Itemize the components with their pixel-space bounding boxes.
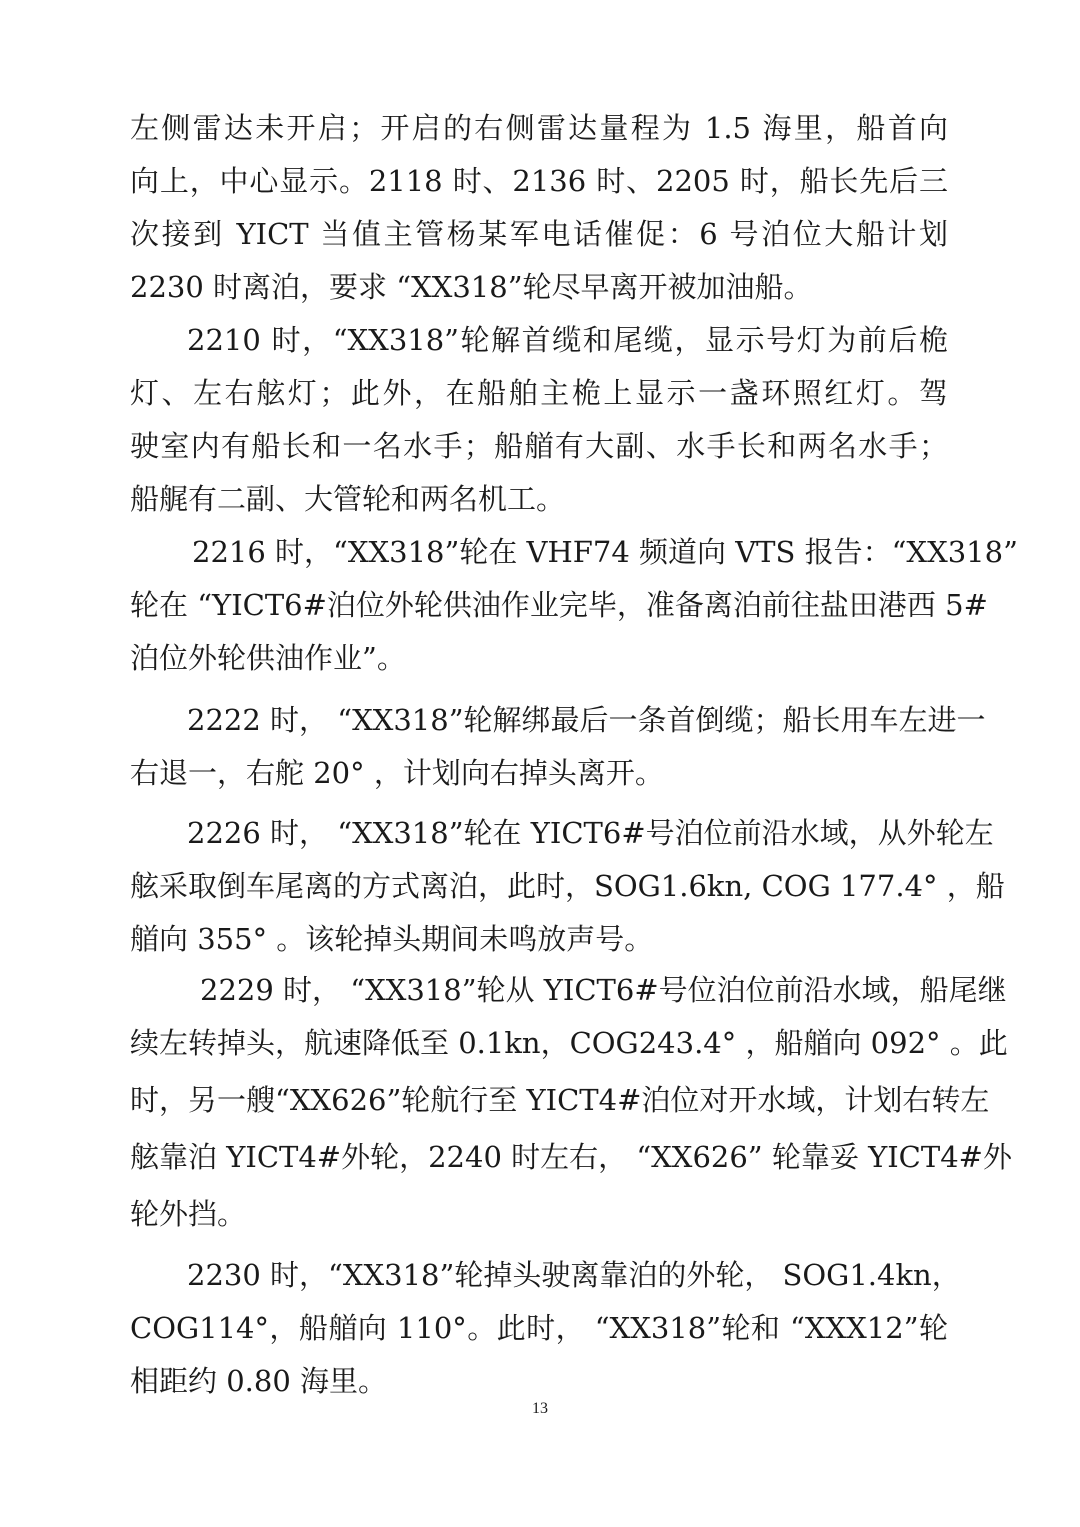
text-line: 灯、左右舷灯；此外，在船舶主桅上显示一盏环照红灯。驾 <box>130 376 948 410</box>
text-line: 驶室内有船长和一名水手；船艏有大副、水手长和两名水手； <box>130 429 948 463</box>
text-line: 右退一，右舵 20° ，计划向右掉头离开。 <box>130 756 664 790</box>
text-line: 舷靠泊 YICT4#外轮，2240 时左右， “XX626” 轮靠妥 YICT4#外 <box>130 1140 1012 1174</box>
text-line: 左侧雷达未开启；开启的右侧雷达量程为 1.5 海里，船首向 <box>130 111 948 145</box>
text-line: 2226 时， “XX318”轮在 YICT6#号泊位前沿水域，从外轮左 <box>187 816 994 850</box>
text-line: 时，另一艘“XX626”轮航行至 YICT4#泊位对开水域，计划右转左 <box>130 1083 990 1117</box>
text-line: 泊位外轮供油作业”。 <box>130 641 406 675</box>
text-line: 轮在 “YICT6#泊位外轮供油作业完毕，准备离泊前往盐田港西 5# <box>130 588 988 622</box>
text-line: 2229 时， “XX318”轮从 YICT6#号位泊位前沿水域，船尾继 <box>200 973 1007 1007</box>
text-line: 次接到 YICT 当值主管杨某军电话催促：6 号泊位大船计划 <box>130 217 948 251</box>
text-line: 2216 时，“XX318”轮在 VHF74 频道向 VTS 报告：“XX318” <box>192 535 1018 569</box>
text-line: 续左转掉头，航速降低至 0.1kn，COG243.4° ，船艏向 092° 。此 <box>130 1026 1008 1060</box>
text-line: COG114°，船艏向 110°。此时， “XX318”轮和 “XXX12”轮 <box>130 1311 948 1345</box>
text-line: 2210 时，“XX318”轮解首缆和尾缆，显示号灯为前后桅 <box>187 323 948 357</box>
text-line: 2230 时，“XX318”轮掉头驶离靠泊的外轮， SOG1.4kn， <box>187 1258 961 1292</box>
page-number: 13 <box>532 1400 548 1417</box>
text-line: 2230 时离泊，要求 “XX318”轮尽早离开被加油船。 <box>130 270 813 304</box>
text-line: 相距约 0.80 海里。 <box>130 1364 388 1398</box>
text-line: 艏向 355° 。该轮掉头期间未鸣放声号。 <box>130 922 654 956</box>
text-line: 向上，中心显示。2118 时、2136 时、2205 时，船长先后三 <box>130 164 948 198</box>
text-line: 舷采取倒车尾离的方式离泊，此时，SOG1.6kn, COG 177.4° ，船 <box>130 869 1005 903</box>
text-line: 船艉有二副、大管轮和两名机工。 <box>130 482 566 516</box>
text-line: 轮外挡。 <box>130 1197 247 1231</box>
text-line: 2222 时， “XX318”轮解绑最后一条首倒缆；船长用车左进一 <box>187 703 986 737</box>
